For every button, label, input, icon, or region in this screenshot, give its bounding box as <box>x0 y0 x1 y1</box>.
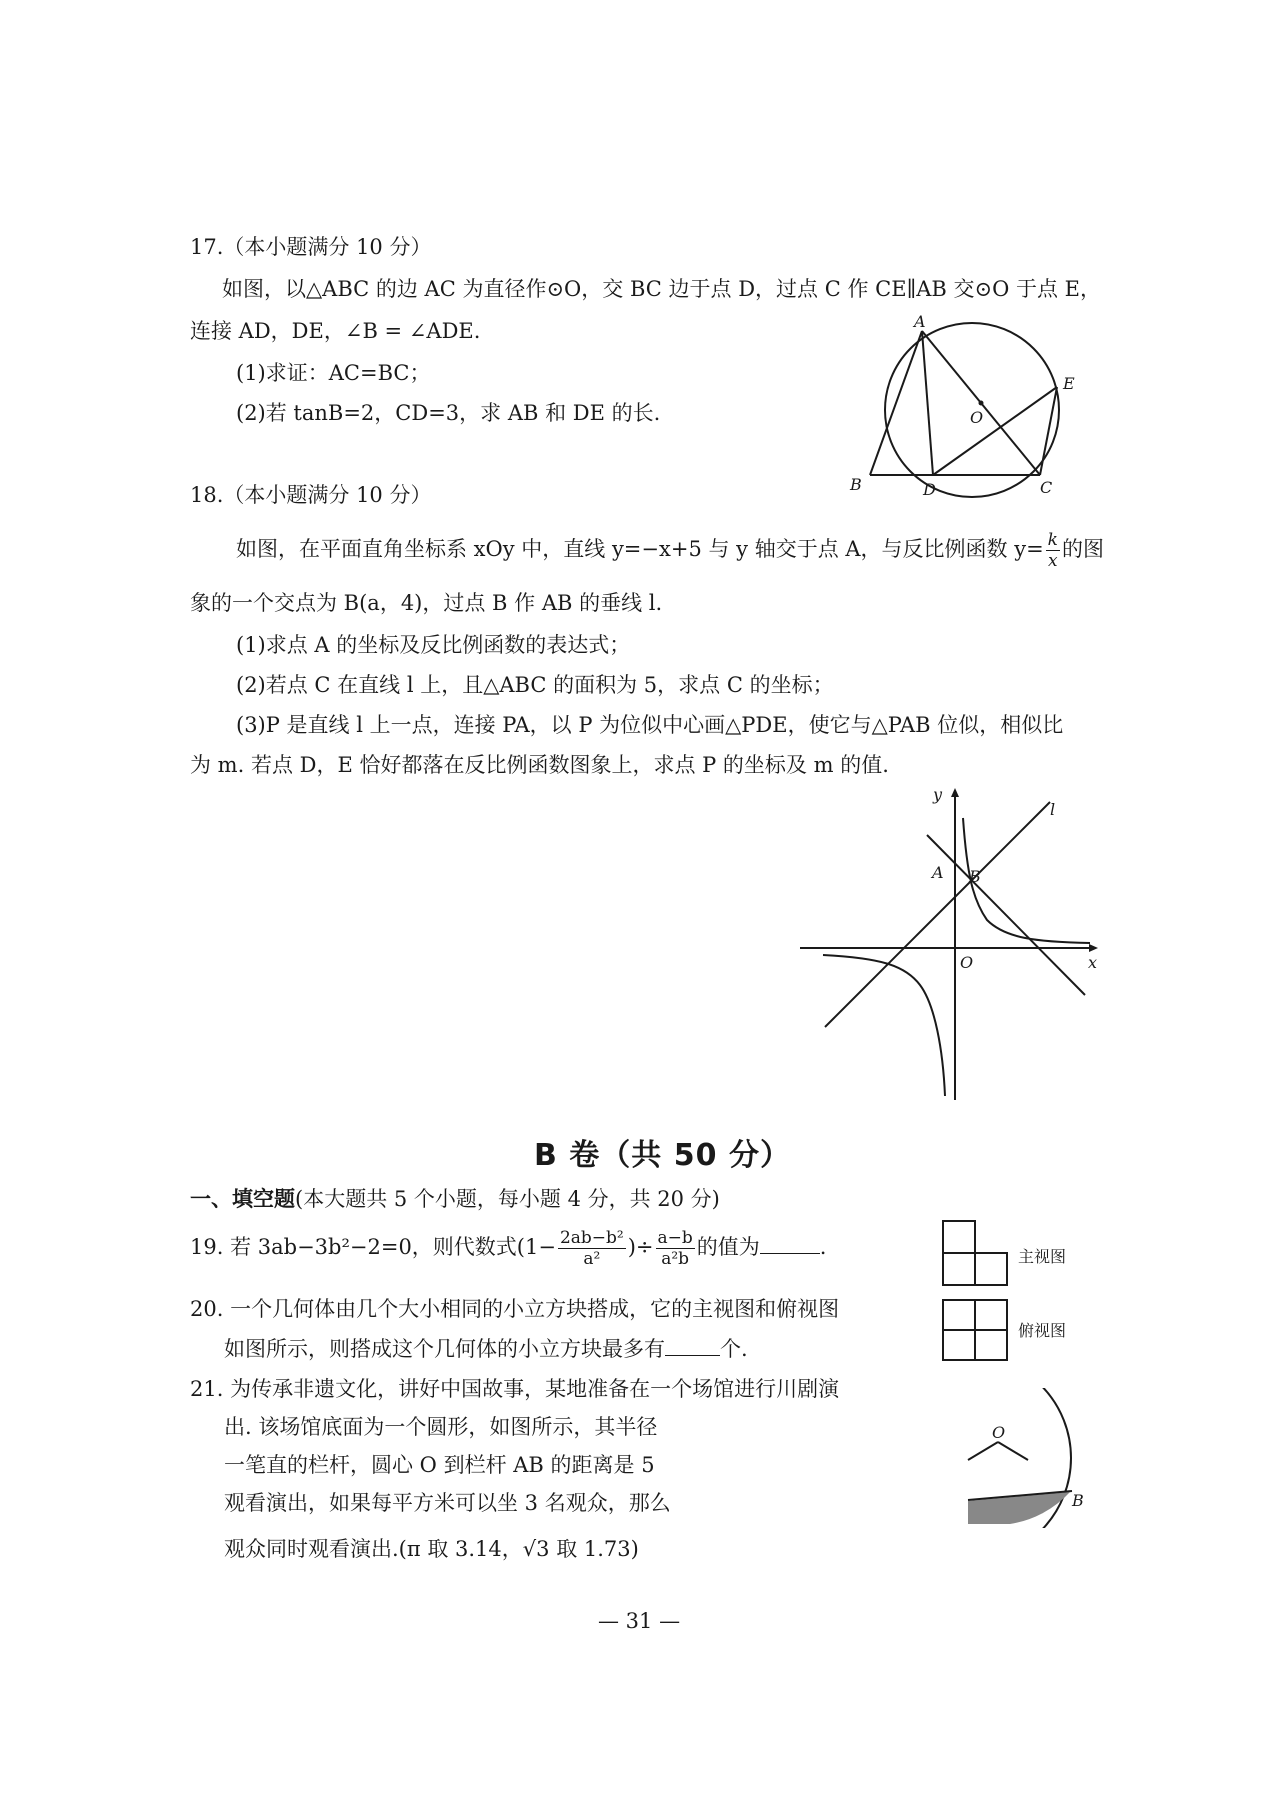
q20-line2 <box>224 1336 748 1362</box>
q17-heading: 17.（本小题满分 10 分） <box>190 235 432 259</box>
y-axis-arrow <box>951 788 959 797</box>
fraction-k-over-x: $\frac{k}{x}$ <box>1047 530 1058 571</box>
segment-ce <box>1040 387 1057 475</box>
center-point <box>979 401 984 406</box>
label-c: C <box>1040 478 1053 497</box>
q19-end: . <box>819 1235 827 1259</box>
radius-line-1 <box>968 1442 998 1460</box>
part-heading <box>190 1186 720 1212</box>
part-heading-note: (本大题共 5 个小题，每小题 4 分，共 20 分) <box>295 1187 720 1211</box>
q21-line2: 出. 该场馆底面为一个圆形，如图所示，其半径 <box>224 1415 658 1439</box>
segment-ad <box>922 331 933 475</box>
q18-line1-text: 如图，在平面直角坐标系 xOy 中，直线 y=−x+5 与 y 轴交于点 A，与反比例函数 y= <box>236 537 1044 561</box>
line-ab <box>927 835 1085 995</box>
q20-line1: 20. 一个几何体由几个大小相同的小立方块搭成，它的主视图和俯视图 <box>190 1297 840 1321</box>
label-e: E <box>1063 374 1075 393</box>
label-front-view: 主视图 <box>1018 1247 1067 1266</box>
q21-line5: 观众同时观看演出.(π 取 3.14，√3 取 1.73) <box>224 1537 639 1561</box>
q20-views-figure <box>940 1218 1100 1368</box>
q21-circle-figure <box>960 1388 1085 1528</box>
q19-lead: 19. 若 3ab−3b²−2=0，则代数式(1− <box>190 1235 556 1259</box>
label-b: B <box>850 475 862 494</box>
q18-line2: 象的一个交点为 B(a，4)，过点 B 作 AB 的垂线 l. <box>190 591 663 615</box>
q18-part2: (2)若点 C 在直线 l 上，且△ABC 的面积为 5，求点 C 的坐标； <box>236 673 834 697</box>
q18-heading: 18.（本小题满分 10 分） <box>190 483 432 507</box>
q18-part1: (1)求点 A 的坐标及反比例函数的表达式； <box>236 633 631 657</box>
q19-fraction-2: $\frac{a-b}{\text{a²b}}$ <box>657 1228 693 1269</box>
x-axis-arrow <box>1089 944 1098 952</box>
q20-line2-tail: 个. <box>720 1337 748 1361</box>
radius-line-2 <box>998 1442 1028 1460</box>
label-top-view: 俯视图 <box>1018 1321 1067 1340</box>
line-l <box>825 802 1050 1027</box>
q18-line1-tail: 的图 <box>1061 537 1104 561</box>
label-d: D <box>923 480 936 499</box>
hyperbola-branch-2 <box>823 955 945 1096</box>
q17-part2: (2)若 tanB=2，CD=3，求 AB 和 DE 的长. <box>236 401 661 425</box>
q19-text <box>190 1228 826 1269</box>
section-b-title: B 卷（共 50 分） <box>534 1138 791 1173</box>
hyperbola-branch-1 <box>963 818 1090 943</box>
q17-line1: 如图，以△ABC 的边 AC 为直径作⊙O，交 BC 边于点 D，过点 C 作 CE∥AB 交⊙O 于点 E， <box>222 277 1101 301</box>
q18-part3-a: (3)P 是直线 l 上一点，连接 PA，以 P 为位似中心画△PDE，使它与△PAB 位似，相似比 <box>236 713 1064 737</box>
label-b: B <box>969 867 981 886</box>
q20-answer-blank <box>665 1337 720 1356</box>
label-o: O <box>960 953 974 972</box>
q21-line1: 21. 为传承非遗文化，讲好中国故事，某地准备在一个场馆进行川剧演 <box>190 1377 840 1401</box>
part-heading-label: 一、填空题 <box>190 1186 295 1211</box>
label-a: A <box>932 863 944 882</box>
q21-line3: 一笔直的栏杆，圆心 O 到栏杆 AB 的距离是 5 <box>224 1453 655 1477</box>
q18-part3-b: 为 m. 若点 D，E 恰好都落在反比例函数图象上，求点 P 的坐标及 m 的值. <box>190 753 889 777</box>
page-number: — 31 — <box>598 1609 681 1633</box>
label-o: O <box>992 1423 1006 1442</box>
q19-fraction-1: $\frac{\text{2ab−b²}}{\text{a²}}$ <box>559 1228 624 1269</box>
q20-line2-text: 如图所示，则搭成这个几何体的小立方块最多有 <box>224 1337 665 1361</box>
label-y: y <box>933 785 943 804</box>
q18-line1 <box>236 530 1104 571</box>
q17-part1: (1)求证：AC=BC； <box>236 361 431 385</box>
segment-de <box>933 387 1057 475</box>
label-o: O <box>970 408 984 427</box>
q19-tail: 的值为 <box>696 1235 760 1259</box>
q19-mid: )÷ <box>627 1235 654 1259</box>
label-x: x <box>1088 953 1098 972</box>
q17-circle-figure <box>840 315 1100 505</box>
label-a: A <box>914 315 926 331</box>
label-b: B <box>1072 1491 1084 1510</box>
q21-line4: 观看演出，如果每平方米可以坐 3 名观众，那么 <box>224 1491 671 1515</box>
label-l: l <box>1050 800 1056 819</box>
q19-answer-blank <box>760 1235 820 1254</box>
seating-area <box>968 1492 1070 1524</box>
q18-coordinate-figure <box>795 780 1105 1105</box>
q17-line2: 连接 AD，DE，∠B = ∠ADE. <box>190 319 481 343</box>
